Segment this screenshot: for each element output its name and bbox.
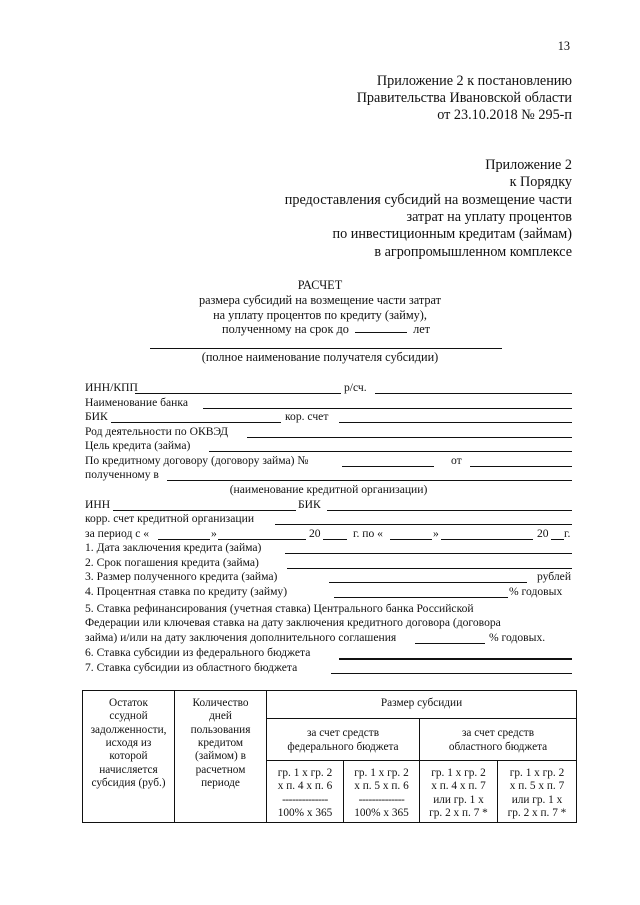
header2-line1: Приложение 2 bbox=[485, 157, 572, 173]
period-start-year-line[interactable] bbox=[323, 528, 347, 540]
formula-regional-1: гр. 1 х гр. 2 х п. 4 х п. 7 или гр. 1 х гр. 2 х п. 7 * bbox=[420, 760, 498, 822]
item7-row: 7. Ставка субсидии из областного бюджета bbox=[85, 662, 572, 678]
bank-name-row: Наименование банка bbox=[85, 397, 572, 413]
okved-row: Род деятельности по ОКВЭД bbox=[85, 426, 572, 442]
item5-row3: займа) и/или на дату заключения дополнительного соглашения % годовых. bbox=[85, 631, 546, 644]
period-end-day-line[interactable] bbox=[390, 528, 432, 540]
item1-row: 1. Дата заключения кредита (займа) bbox=[85, 542, 572, 558]
agreement-number-line[interactable] bbox=[342, 455, 434, 467]
bik-line[interactable] bbox=[111, 411, 281, 423]
item5-line1: 5. Ставка рефинансирования (учетная ставка) Центрального банка Российской bbox=[85, 602, 474, 615]
credit-org-corr-row: корр. счет кредитной организации bbox=[85, 513, 572, 529]
doc-subtitle-line3: полученному на срок до лет bbox=[222, 322, 431, 336]
header2-line5: по инвестиционным кредитам (займам) bbox=[332, 226, 572, 242]
formula-federal-2: гр. 1 х гр. 2 х п. 5 х п. 6 -------------- 100% х 365 bbox=[344, 760, 420, 822]
header2-line4: затрат на уплату процентов bbox=[406, 209, 572, 225]
item6-line[interactable] bbox=[339, 647, 572, 660]
credit-org-line[interactable] bbox=[167, 469, 572, 481]
loan-purpose-row: Цель кредита (займа) bbox=[85, 440, 572, 456]
col-balance-header: Остаток ссудной задолженности, исходя из которой начисляется субсидия (руб.) bbox=[83, 691, 175, 823]
federal-budget-header: за счет средств федерального бюджета bbox=[267, 719, 420, 761]
inn-line[interactable] bbox=[113, 499, 296, 511]
loan-agreement-row: По кредитному договору (договору займа) № от bbox=[85, 455, 572, 471]
page-number: 13 bbox=[557, 39, 570, 53]
recipient-name-line[interactable] bbox=[150, 337, 502, 349]
bank-name-line[interactable] bbox=[203, 397, 572, 409]
item5-line[interactable] bbox=[415, 632, 485, 644]
credit-org-corr-line[interactable] bbox=[275, 513, 572, 525]
doc-subtitle-line1: размера субсидий на возмещение части затрат bbox=[198, 293, 442, 307]
inn-kpp-row: ИНН/КПП р/сч. bbox=[85, 382, 572, 398]
header2-line3: предоставления субсидий на возмещение части bbox=[284, 192, 572, 208]
item3-row: 3. Размер полученного кредита (займа) рублей bbox=[85, 570, 572, 583]
item2-line[interactable] bbox=[287, 557, 572, 569]
period-start-month-line[interactable] bbox=[218, 528, 306, 540]
item4-line[interactable] bbox=[334, 586, 508, 598]
bik-row: БИК кор. счет bbox=[85, 411, 572, 427]
item4-row: 4. Процентная ставка по кредиту (займу) % годовых bbox=[85, 585, 563, 598]
header1-line3: от 23.10.2018 № 295-п bbox=[437, 107, 572, 123]
header2-line6: в агропромышленном комплексе bbox=[374, 244, 572, 260]
okved-line[interactable] bbox=[247, 426, 572, 438]
item3-line[interactable] bbox=[329, 571, 527, 583]
formula-regional-2: гр. 1 х гр. 2 х п. 5 х п. 7 или гр. 1 х гр. 2 х п. 7 * bbox=[498, 760, 577, 822]
inn-kpp-line[interactable] bbox=[135, 382, 341, 394]
header1-line1: Приложение 2 к постановлению bbox=[376, 73, 572, 89]
col-days-header: Количество дней пользования кредитом (займом) в расчетном периоде bbox=[175, 691, 267, 823]
credit-org-caption: (наименование кредитной организации) bbox=[229, 483, 428, 496]
item1-line[interactable] bbox=[285, 542, 572, 554]
header1-line2: Правительства Ивановской области bbox=[356, 90, 572, 106]
recipient-caption: (полное наименование получателя субсидии) bbox=[201, 350, 439, 364]
formula-federal-1: гр. 1 х гр. 2 х п. 4 х п. 6 -------------- 100% х 365 bbox=[267, 760, 344, 822]
loan-purpose-line[interactable] bbox=[209, 440, 572, 452]
term-blank[interactable] bbox=[355, 323, 407, 333]
period-end-year-line[interactable] bbox=[551, 528, 564, 540]
item7-line[interactable] bbox=[331, 662, 572, 674]
header2-line2: к Порядку bbox=[509, 174, 572, 190]
doc-subtitle-line2: на уплату процентов по кредиту (займу), bbox=[213, 308, 427, 322]
subsidy-table bbox=[82, 690, 577, 823]
corr-account-line[interactable] bbox=[339, 411, 572, 423]
credit-org-bik-line[interactable] bbox=[327, 499, 572, 511]
period-start-day-line[interactable] bbox=[158, 528, 210, 540]
item6-row: 6. Ставка субсидии из федерального бюджета bbox=[85, 647, 572, 663]
received-in-row: полученному в bbox=[85, 469, 572, 485]
subsidy-size-header: Размер субсидии bbox=[267, 691, 577, 719]
account-line[interactable] bbox=[375, 382, 572, 394]
item5-line2: Федерации или ключевая ставка на дату заключения кредитного договора (договора bbox=[85, 616, 501, 629]
item2-row: 2. Срок погашения кредита (займа) bbox=[85, 557, 572, 573]
inn-bik-row: ИНН БИК bbox=[85, 499, 572, 515]
regional-budget-header: за счет средств областного бюджета bbox=[420, 719, 577, 761]
period-row: за период с « » 20 г. по « » 20 г. bbox=[85, 527, 571, 540]
doc-title: РАСЧЕТ bbox=[297, 278, 343, 292]
period-end-month-line[interactable] bbox=[441, 528, 533, 540]
agreement-date-line[interactable] bbox=[470, 455, 572, 467]
